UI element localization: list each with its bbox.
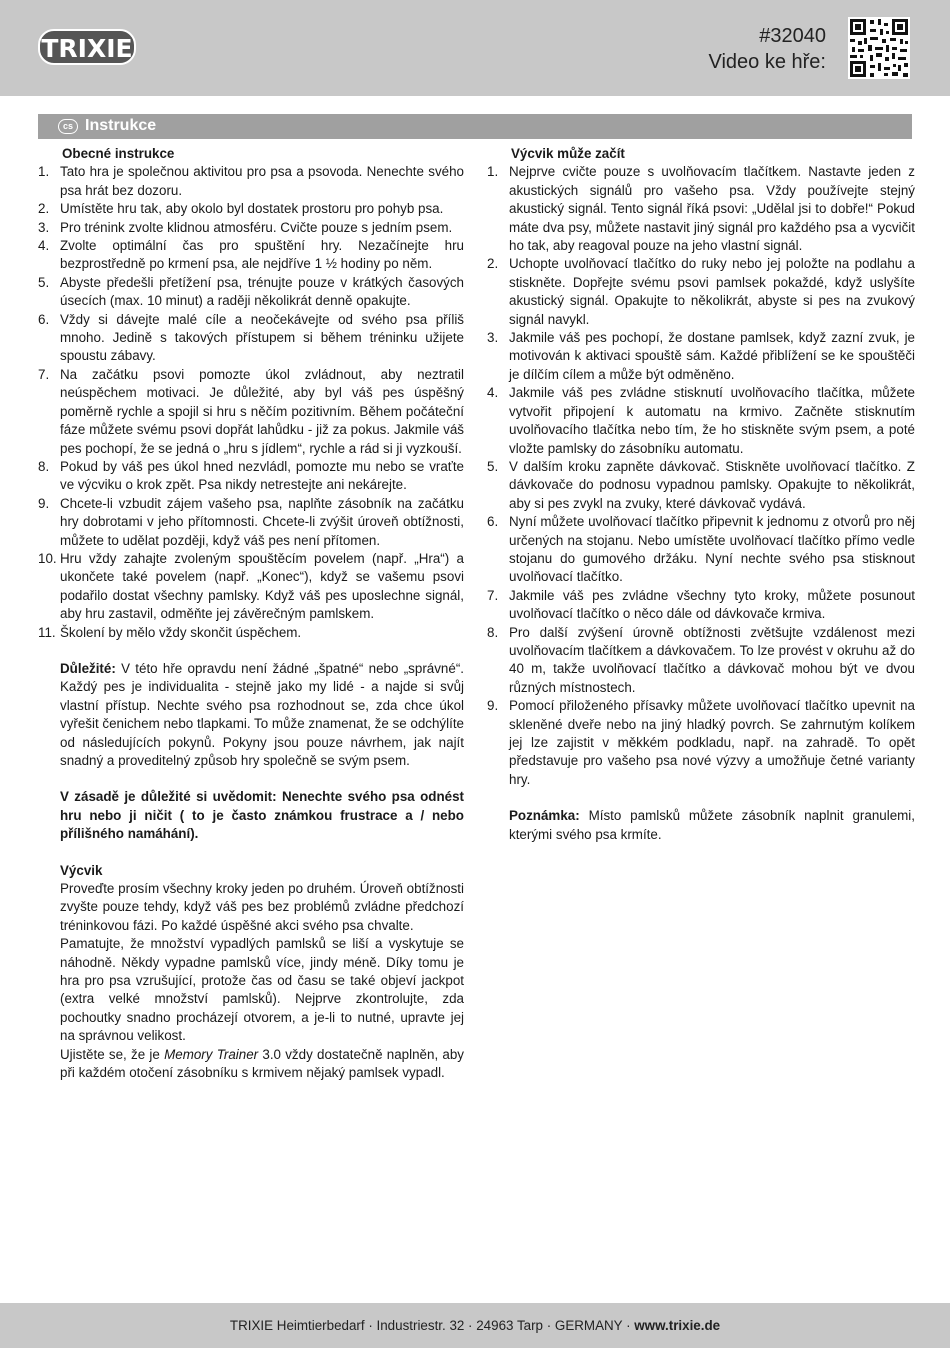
item-number: 7. bbox=[38, 366, 50, 382]
list-item bbox=[487, 255, 915, 329]
training-heading: Výcvik bbox=[60, 862, 103, 878]
item-number: 8. bbox=[38, 458, 50, 474]
item-number: 6. bbox=[487, 514, 499, 530]
right-column bbox=[487, 145, 915, 844]
list-item bbox=[38, 274, 464, 311]
list-item bbox=[487, 458, 915, 513]
list-item bbox=[38, 237, 464, 274]
training-paragraph: Proveďte prosím všechny kroky jeden po druhém. Úroveň obtížnosti zvyšte pouze tehdy, když váš pes bez problémů zvládne předchozí tréninkovou fázi. Po každé úspěšné akci svého psa chvalte. bbox=[60, 881, 464, 933]
item-number: 3. bbox=[487, 330, 499, 346]
training-text: 3.0 vždy dostatečně naplněn, aby při každém otočení zásobníku s krmivem nějaký pamlsek vypadl. bbox=[60, 1046, 465, 1081]
training-paragraph: Pamatujte, že množství vypadlých pamlsků se liší a vyskytuje se náhodně. Někdy vypadne pamlsků více, jindy méně. Díky tomu je hra pro psa vzrušující, protože čas od času se také objeví jackpot (extra velké množství pamlsků). Nejprve zkontrolujte, zda pochoutky snadno procházejí otvorem, a je-li to nutné, upravte jej na správnou velikost. bbox=[60, 936, 464, 1044]
item-number: 1. bbox=[38, 164, 50, 180]
section-title: Instrukce bbox=[85, 117, 157, 134]
important-note bbox=[38, 660, 464, 770]
item-number: 4. bbox=[487, 385, 499, 401]
item-number: 2. bbox=[38, 201, 50, 217]
company-name: TRIXIE Heimtierbedarf bbox=[229, 1318, 365, 1333]
important-label: Důležité: bbox=[60, 660, 116, 676]
list-item bbox=[38, 311, 464, 366]
qr-code-icon[interactable] bbox=[848, 17, 910, 79]
item-number: 3. bbox=[38, 219, 50, 235]
trixie-logo bbox=[38, 27, 136, 67]
item-text: Vždy si dávejte malé cíle a neočekávejte od svého psa příliš mnoho. Jedině s takových přístupem si během tréninku užijete spoustu zábavy. bbox=[60, 311, 464, 364]
item-text: Pro trénink zvolte klidnou atmosféru. Cvičte pouze s jedním psem. bbox=[60, 219, 453, 235]
item-text: Umístěte hru tak, aby okolo byl dostatek prostoru pro pohyb psa. bbox=[60, 201, 444, 217]
item-text: Jakmile váš pes zvládne stisknutí uvolňovacího tlačítka, můžete vytvořit připojení k automatu na krmivo. Začněte stisknutím uvolňovacího tlačítka nebo tím, že ho stiskněte svým psem, a poté vložte pamlsky do zásobníku automatu. bbox=[509, 385, 915, 456]
company-address: · Industriestr. 32 · 24963 Tarp · GERMANY · bbox=[364, 1318, 635, 1333]
list-item bbox=[38, 495, 464, 550]
item-number: 4. bbox=[38, 238, 50, 254]
item-number: 11. bbox=[38, 624, 56, 640]
item-text: Jakmile váš pes zvládne všechny tyto kroky, můžete posunout uvolňovací tlačítko o něco dále od dávkovače krmiva. bbox=[509, 587, 915, 622]
item-text: Chcete-li vzbudit zájem vašeho psa, naplňte zásobník na začátku hry dobrotami v jeho přítomnosti. Chcete-li zvýšit úroveň obtížnosti, můžete to udělat později, když váš pes není přítomen. bbox=[60, 495, 464, 548]
training-start-heading: Výcvik může začít bbox=[511, 146, 625, 161]
list-item bbox=[38, 219, 464, 237]
item-text: Na začátku psovi pomozte úkol zvládnout, aby neztratil neúspěchem motivaci. Je důležité, aby byl váš pes úspěšný poměrně rychle a spojil si hru s něčím pozitivním. Během počáteční fáze můžete svému psovi dopřát lahůdku - již za pokus. Jakmile váš pes pochopí, že se jedná o „hru s jídlem“, rychle a rád si ji vyzkouší. bbox=[60, 366, 464, 456]
item-number: 5. bbox=[487, 458, 499, 474]
item-number: 7. bbox=[487, 587, 499, 603]
page-footer bbox=[0, 1303, 950, 1348]
list-item bbox=[487, 384, 915, 458]
product-name: Memory Trainer bbox=[164, 1046, 259, 1062]
item-text: Nyní můžete uvolňovací tlačítko připevnit k jednomu z otvorů pro něj určených na stojanu. Nebo umístěte uvolňovací tlačítko přímo vedle stojanu do gumového držáku. Nyní nechte svého psa stisknout uvolňovací tlačítko. bbox=[509, 514, 915, 585]
list-item bbox=[38, 624, 464, 642]
item-number: 10. bbox=[38, 550, 57, 566]
item-text: Pomocí přiloženého přísavky můžete uvolňovací tlačítko upevnit na skleněné dveře nebo na jiný hladký povrch. Se zahrnutým kolíkem jej lze zajistit v měkkém podkladu, např. na zahradě. To opět představuje pro vašeho psa nové výzvy a umožňuje četné varianty hry. bbox=[509, 698, 915, 787]
training-text: Ujistěte se, že je bbox=[60, 1046, 165, 1062]
item-number: 1. bbox=[487, 164, 499, 180]
important-text: V této hře opravdu není žádné „špatné“ nebo „správné“. Každý pes je individualita - stejně jako my lidé - a najde si svůj vlastní přístup. Nechte svého psa rozhodnout se, zda chce úkol vyřešit čenichem nebo tlapkami. To může znamenat, že se odchýlíte od následujících pokynů. Pokyny jsou pouze návrhem, jak najít snadný a proveditelný způsob hry společně se svým psem. bbox=[60, 660, 464, 768]
list-item bbox=[487, 587, 915, 624]
general-instructions-list bbox=[38, 163, 464, 642]
item-text: Abyste předešli přetížení psa, trénujte pouze v krátkých časových úsecích (max. 10 minut) a raději několikrát denně opakujte. bbox=[60, 274, 464, 309]
item-text: Zvolte optimální čas pro spuštění hry. Nezačínejte hru bezprostředně po krmení psa, ale nejdříve 1 ½ hodiny po něm. bbox=[60, 238, 464, 272]
training-steps-list bbox=[487, 163, 915, 789]
item-number: 9. bbox=[487, 698, 499, 714]
note-text: Místo pamlsků můžete zásobník naplnit granulemi, kterými svého psa krmíte. bbox=[509, 808, 915, 842]
item-number: 8. bbox=[487, 624, 499, 640]
general-instructions-heading: Obecné instrukce bbox=[62, 146, 175, 161]
list-item bbox=[487, 697, 915, 789]
list-item bbox=[487, 163, 915, 255]
list-item bbox=[38, 163, 464, 200]
list-item bbox=[487, 513, 915, 587]
page-header bbox=[0, 0, 950, 96]
item-number: 6. bbox=[38, 311, 50, 327]
website-link[interactable]: www.trixie.de bbox=[634, 1318, 721, 1333]
section-title-bar bbox=[38, 114, 912, 139]
list-item bbox=[487, 624, 915, 698]
training-paragraph bbox=[38, 1046, 464, 1083]
item-text: Hru vždy zahajte zvoleným spouštěcím povelem (např. „Hra“) a ukončete také povelem (např. „Konec“), když se vašemu psovi podařilo dostat všechny pamlsky. Když váš pes uposlechne signál, aby hru zastavil, odměňte jej závěrečným pamlskem. bbox=[60, 550, 464, 622]
principle-note: V zásadě je důležité si uvědomit: Nenechte svého psa odnést hru nebo ji ničit ( to je často známkou frustrace a / nebo přílišného namáhání). bbox=[60, 789, 464, 842]
language-badge: cs bbox=[58, 119, 78, 134]
article-number: #32040 bbox=[759, 25, 826, 47]
item-text: Uchopte uvolňovací tlačítko do ruky nebo jej položte na podlahu a stiskněte. Dopřejte svému psovi pamlsek pokaždé, když uslyšíte akustický signál. Opakujte to několikrát, abyste si pes na zvukový signál navykl. bbox=[509, 256, 915, 327]
list-item bbox=[38, 458, 464, 495]
item-number: 2. bbox=[487, 256, 499, 272]
list-item bbox=[487, 329, 915, 384]
item-number: 9. bbox=[38, 495, 50, 511]
list-item bbox=[38, 550, 464, 624]
item-text: V dalším kroku zapněte dávkovač. Stiskněte uvolňovací tlačítko. Z dávkovače do podnosu vypadnou pamlsky. Opakujte to několikrát, aby si pes zvykl na zvuky, které dávkovač vydává. bbox=[509, 458, 915, 511]
item-text: Nejprve cvičte pouze s uvolňovacím tlačítkem. Nastavte jeden z akustických signálů pro vašeho psa. Vždy používejte stejný akustický signál. Tento signál říká psovi: „Udělal jsi to dobře!“ Pokud máte dva psy, můžete nastavit jiný signál pro každého psa a vycvičit ho tak, aby reagoval pouze na jeho vlastní signál. bbox=[509, 164, 915, 254]
item-text: Školení by mělo vždy skončit úspěchem. bbox=[60, 624, 302, 640]
list-item bbox=[38, 200, 464, 218]
item-number: 5. bbox=[38, 274, 50, 290]
note-label: Poznámka: bbox=[509, 808, 580, 824]
item-text: Tato hra je společnou aktivitou pro psa a psovoda. Nenechte svého psa hrát bez dozoru. bbox=[60, 164, 464, 198]
item-text: Pokud by váš pes úkol hned nezvládl, pomozte mu nebo se vraťte ve výcviku o krok zpět. Psa nikdy netrestejte ani nekárejte. bbox=[60, 458, 464, 493]
item-text: Jakmile váš pes pochopí, že dostane pamlsek, když zazní zvuk, je motivován k aktivaci spouště sám. Každé přiblížení se ke spouštěči je dílčím cílem a může být odměněno. bbox=[509, 330, 915, 382]
video-label: Video ke hře: bbox=[708, 51, 826, 73]
note bbox=[487, 807, 915, 844]
left-column bbox=[38, 145, 464, 1083]
logo-text: TRIXIE bbox=[41, 34, 133, 63]
list-item bbox=[38, 366, 464, 458]
item-text: Pro další zvýšení úrovně obtížnosti zvětšujte vzdálenost mezi uvolňovacím tlačítkem a dávkovačem. To lze provést v okruhu až do 40 m, takže uvolňovací tlačítko a dávkovač mohou být ve dvou různých místnostech. bbox=[509, 624, 915, 695]
